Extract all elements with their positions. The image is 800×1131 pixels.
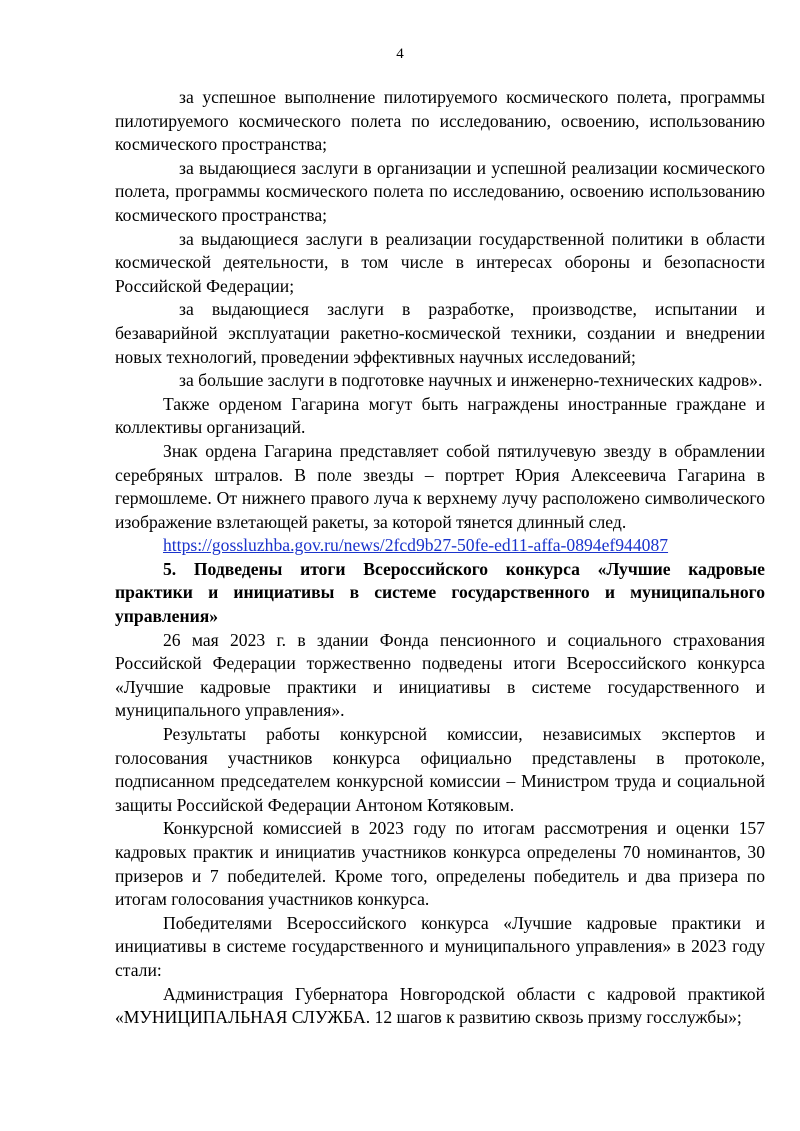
document-body <box>115 86 765 1030</box>
paragraph-nominees: Конкурсной комиссией в 2023 году по итогам рассмотрения и оценки 157 кадровых практик и инициатив участников конкурса определены 70 номинантов, 30 призеров и 7 победителей. Кроме того, определены победитель и два призера по итогам голосования участников конкурса. <box>115 818 765 910</box>
award-criterion-4: за выдающиеся заслуги в разработке, производстве, испытании и безаварийной эксплуатации ракетно-космической техники, создании и внедрении новых технологий, проведении эффективных научных исследований; <box>115 299 765 367</box>
award-criterion-2: за выдающиеся заслуги в организации и успешной реализации космического полета, программы космического полета по исследованию, освоению использованию космического пространства; <box>115 157 765 225</box>
paragraph-order-description: Знак ордена Гагарина представляет собой пятилучевую звезду в обрамлении серебряных штралов. В поле звезды – портрет Юрия Алексеевича Гагарина в гермошлеме. От нижнего правого луча к верхнему лучу расположено символического изображение взлетающей ракеты, за которой тянется длинный след. <box>115 440 765 532</box>
news-link[interactable]: https://gossluzhba.gov.ru/news/2fcd9b27-50fe-ed11-affa-0894ef944087 <box>163 535 669 556</box>
paragraph-winner-novgorod: Администрация Губернатора Новгородской области с кадровой практикой «МУНИЦИПАЛЬНАЯ СЛУЖБА. 12 шагов к развитию сквозь призму госслужбы»; <box>115 983 765 1028</box>
news-link-line <box>115 534 765 558</box>
section-heading: 5. Подведены итоги Всероссийского конкурса «Лучшие кадровые практики и инициативы в системе государственного и муниципального управления» <box>115 558 765 627</box>
award-criterion-1: за успешное выполнение пилотируемого космического полета, программы пилотируемого космического полета по исследованию, освоению, использованию космического пространства; <box>115 87 765 155</box>
page-number: 4 <box>396 46 404 62</box>
paragraph-results-announced: 26 мая 2023 г. в здании Фонда пенсионного и социального страхования Российской Федерации торжественно подведены итоги Всероссийского конкурса «Лучшие кадровые практики и инициативы в системе государственного и муниципального управления». <box>115 629 765 721</box>
paragraph-foreign-citizens: Также орденом Гагарина могут быть награждены иностранные граждане и коллективы организаций. <box>115 393 765 438</box>
paragraph-winners-intro: Победителями Всероссийского конкурса «Лучшие кадровые практики и инициативы в системе государственного и муниципального управления» в 2023 году стали: <box>115 912 765 980</box>
paragraph-commission-results: Результаты работы конкурсной комиссии, независимых экспертов и голосования участников конкурса официально представлены в протоколе, подписанном председателем конкурсной комиссии – Министром труда и социальной защиты Российской Федерации Антоном Котяковым. <box>115 724 765 815</box>
award-criterion-3: за выдающиеся заслуги в реализации государственной политики в области космической деятельности, в том числе в интересах обороны и безопасности Российской Федерации; <box>115 228 765 296</box>
award-criterion-5: за большие заслуги в подготовке научных и инженерно-технических кадров». <box>179 370 763 391</box>
